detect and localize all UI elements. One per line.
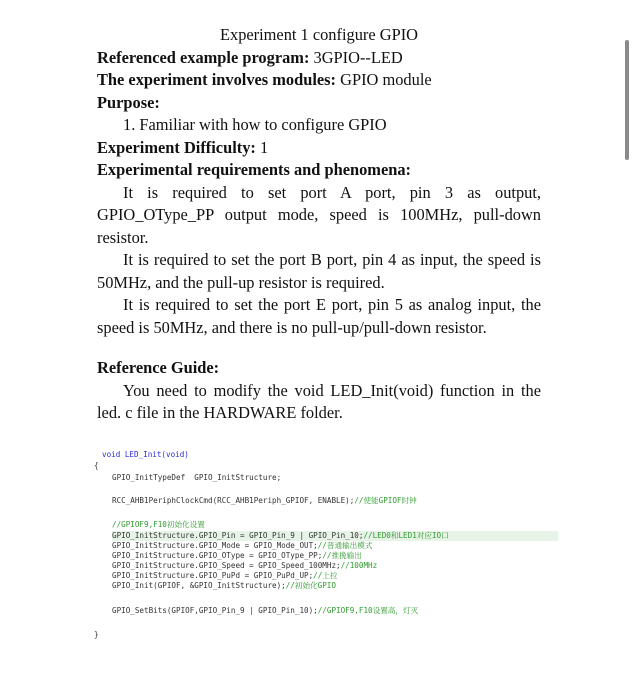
page-title: Experiment 1 configure GPIO [219, 25, 418, 44]
purpose-heading: Purpose: [97, 92, 160, 112]
code-line-declaration: GPIO_InitTypeDef GPIO_InitStructure; [112, 473, 282, 482]
code-line-pupd [112, 571, 338, 581]
purpose-item: 1. Familiar with how to configure GPIO [123, 115, 387, 134]
requirement-port-a: It is required to set port A port, pin 3 as output, GPIO_OType_PP output mode, speed is 100MHz, pull-down resistor. [97, 182, 541, 247]
code-text: GPIO_InitStructure.GPIO_OType = GPIO_OType_PP; [112, 551, 323, 560]
code-text: GPIO_SetBits(GPIOF,GPIO_Pin_9 | GPIO_Pin_10); [112, 606, 318, 615]
scrollbar-thumb[interactable] [625, 40, 629, 160]
code-line-mode [112, 541, 372, 551]
document-body [97, 24, 541, 425]
code-text: GPIO_InitStructure.GPIO_Speed = GPIO_Speed_100MHz; [112, 561, 341, 570]
code-line-speed [112, 561, 377, 571]
code-comment: //上拉 [313, 571, 338, 580]
referenced-program [97, 47, 541, 70]
referenced-value: 3GPIO--LED [313, 47, 403, 67]
requirement-port-e: It is required to set the port E port, pin 5 as analog input, the speed is 50MHz, and there is no pull-up/pull-down resistor. [97, 295, 541, 337]
code-comment: //LED0和LED1对应IO口 [363, 531, 449, 540]
modules-line [97, 69, 541, 92]
difficulty-value: 1 [259, 137, 269, 157]
modules-label: The experiment involves modules: [97, 70, 337, 89]
code-comment: //普通输出模式 [317, 541, 373, 550]
requirements-heading: Experimental requirements and phenomena: [97, 160, 412, 179]
referenced-label: Referenced example program: [97, 47, 310, 67]
code-text: RCC_AHB1PeriphClockCmd(RCC_AHB1Periph_GPIOF, ENABLE); [112, 496, 355, 505]
code-text: GPIO_Init(GPIOF, &GPIO_InitStructure); [112, 581, 286, 590]
code-line-gpio-init [112, 581, 336, 591]
code-line-pin [112, 531, 558, 541]
code-line-setbits [112, 606, 418, 616]
code-line-close-brace: } [94, 630, 99, 639]
reference-guide-text: You need to modify the void LED_Init(void) function in the led. c file in the HARDWARE folder. [97, 380, 541, 422]
code-text: GPIO_InitStructure.GPIO_Pin = GPIO_Pin_9 | GPIO_Pin_10; [112, 531, 364, 540]
code-comment: //GPIOF9,F10设置高，灯灭 [317, 606, 419, 615]
code-comment: //使能GPIOF时钟 [354, 496, 417, 505]
code-comment: //100MHz [340, 561, 378, 570]
code-comment: //推挽输出 [322, 551, 362, 560]
code-comment: //初始化GPIO [285, 581, 336, 590]
code-line-init-comment: //GPIOF9,F10初始化设置 [112, 520, 205, 529]
modules-value: GPIO module [340, 70, 432, 89]
reference-guide-heading: Reference Guide: [97, 358, 220, 377]
code-line-clock-enable [112, 496, 417, 506]
difficulty-line [97, 137, 541, 160]
code-line-open-brace: { [94, 461, 99, 470]
requirement-port-b: It is required to set the port B port, pin 4 as input, the speed is 50MHz, and the pull-up resistor is required. [97, 250, 541, 292]
code-text: GPIO_InitStructure.GPIO_PuPd = GPIO_PuPd_UP; [112, 571, 314, 580]
difficulty-label: Experiment Difficulty: [97, 137, 256, 157]
code-line-function: void LED_Init(void) [102, 450, 189, 459]
code-text: GPIO_InitStructure.GPIO_Mode = GPIO_Mode_OUT; [112, 541, 318, 550]
code-snippet [90, 450, 550, 650]
code-line-otype [112, 551, 362, 561]
